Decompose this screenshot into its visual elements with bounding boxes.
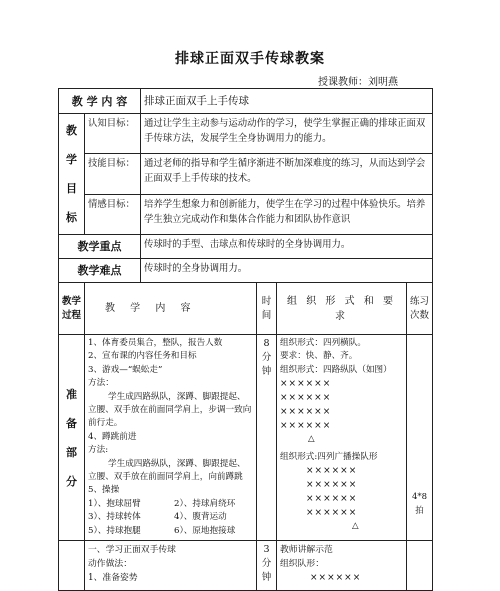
emotion-goal-label: 情感目标： — [85, 195, 141, 235]
teacher-name: 授课教师：刘明燕 — [318, 77, 398, 88]
content-label: 教 学 内 容 — [59, 89, 141, 114]
cognitive-goal-label: 认知目标： — [85, 114, 141, 154]
formation-grid-1: ×××××× ×××××× ×××××× ×××××× — [280, 379, 332, 432]
goals-label: 教 学 目 标 — [59, 114, 85, 235]
page-title: 排球正面双手传球教案 — [175, 51, 325, 67]
formation-grid-2: ×××××× ×××××× ×××××× ×××××× — [306, 466, 358, 519]
skill-goal-text: 通过老师的指导和学生循序渐进不断加深难度的练习，从而达到学会正面双手上手传球的技术。 — [141, 153, 433, 195]
basic-time: 3分钟 — [257, 541, 277, 591]
prep-count: 4*8拍 — [407, 335, 433, 541]
process-label: 教学过程 — [59, 283, 85, 335]
prep-label: 准 备 部 分 — [59, 335, 85, 541]
cognitive-goal-text: 通过让学生主动参与运动动作的学习，使学生掌握正确的排球正面双手传球方法，发展学生全身协调用力的能力。 — [141, 114, 433, 154]
content-value: 排球正面双手上手传球 — [141, 89, 433, 114]
prep-organization: 组织形式：四列横队。 要求：快、静、齐。 组织形式：四路纵队（如图） ×××××× ×××××× ×××××× ×××××× △ 组织形式:四列广播操队形 ×××××× ×××××× ×××××× ×××××× △ — [277, 335, 407, 541]
difficulty-label: 教学难点 — [59, 259, 141, 283]
practice-count-header: 练习次数 — [407, 283, 433, 335]
teacher-mark-2: △ — [352, 521, 359, 532]
organization-header: 组 织 形 式 和 要 求 — [277, 283, 407, 335]
key-point-label: 教学重点 — [59, 235, 141, 259]
prep-time: 8分钟 — [257, 335, 277, 541]
basic-organization: 教师讲解示范 组织队形： ×××××× — [277, 541, 407, 591]
emotion-goal-text: 培养学生想象力和创新能力，使学生在学习的过程中体验快乐。培养学生独立完成动作和集体合作能力和团队协作意识 — [141, 195, 433, 235]
basic-content: 一、学习正面双手传球 动作做法： 1、准备姿势 — [85, 541, 257, 591]
time-header: 时间 — [257, 283, 277, 335]
difficulty-text: 传球时的全身协调用力。 — [141, 259, 433, 283]
skill-goal-label: 技能目标： — [85, 153, 141, 195]
teacher-mark-1: △ — [308, 434, 315, 445]
process-content-header: 教 学 内 容 — [85, 283, 257, 335]
lesson-plan-table — [58, 88, 433, 591]
prep-content: 1、体育委员集合，整队，报告人数 2、宣布课的内容任务和目标 3、游戏—“蜈蚣走” 方法： 学生成四路纵队，深蹲、脚跟提起、立腰、双手放在前面同学肩上，步调一致向前行走。 4、蹲跳前进 方法: 学生成四路纵队，深蹲、脚跟提起、立腰、双手放在前面同学肩上，向前蹲跳 5、操操 1）、抱球屈臂 2）、持球肩绕环 3）、持球转体 4）、腹背运动 5）、持球抱腿 6）、原地抱接球 — [85, 335, 257, 541]
key-point-text: 传球时的手型、击球点和传球时的全身协调用力。 — [141, 235, 433, 259]
formation-grid-3: ×××××× — [310, 573, 362, 584]
